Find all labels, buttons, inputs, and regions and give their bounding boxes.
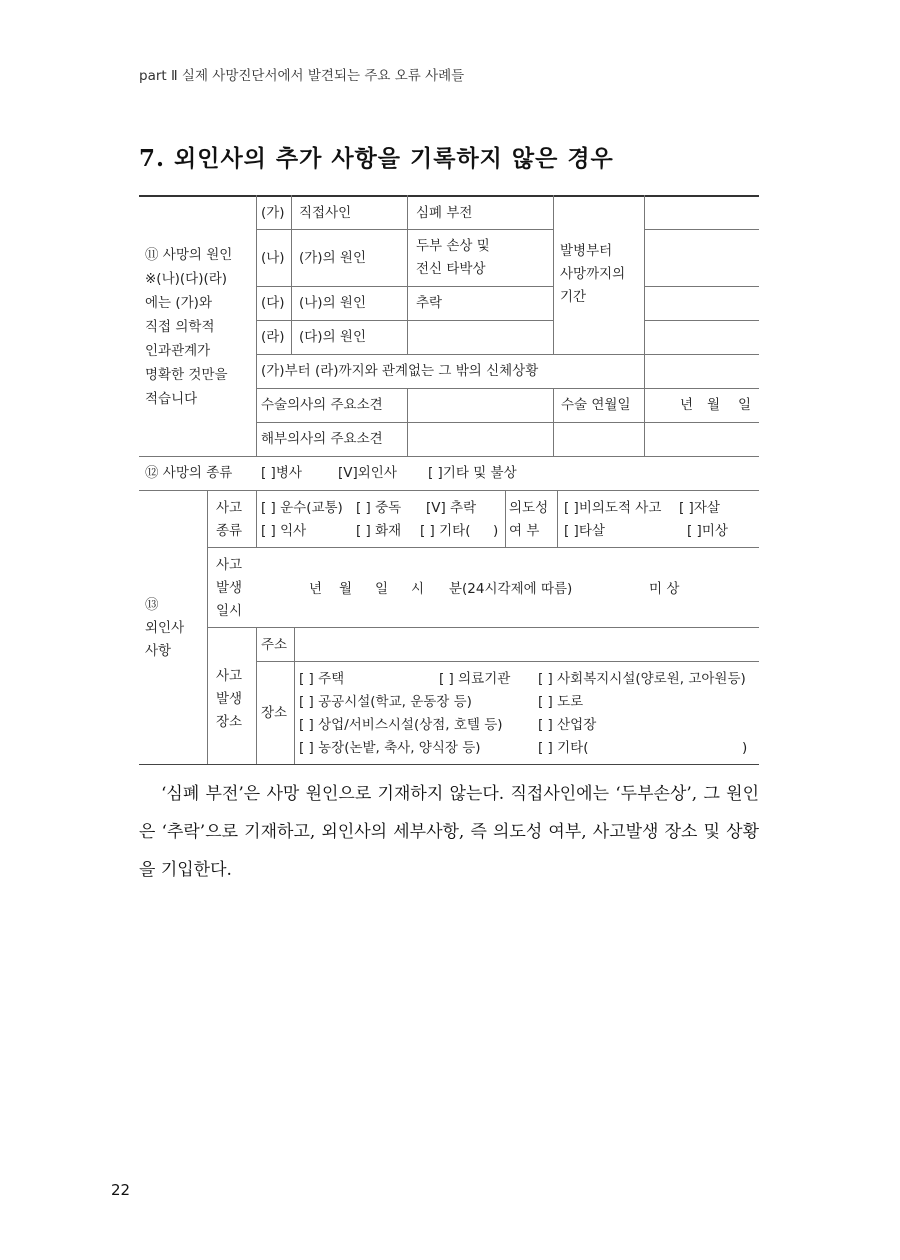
datetime-unit: 월 — [339, 581, 353, 597]
divider — [407, 388, 408, 456]
divider — [256, 195, 257, 456]
datetime-unit: 분(24시각제에 따름) — [449, 581, 573, 597]
datetime-unit: 일 — [375, 581, 389, 597]
place-option: [ ] 산업장 — [538, 717, 597, 733]
autopsy-findings-label: 해부의사의 주요소견 — [261, 431, 383, 447]
divider — [644, 195, 645, 456]
death-type-option: [ ]기타 및 불상 — [428, 465, 517, 481]
form-bottom-border — [139, 764, 759, 765]
place-close-paren: ) — [742, 740, 748, 756]
divider — [256, 320, 553, 321]
cause-value: 추락 — [416, 295, 443, 311]
place-option: [ ] 기타( — [538, 740, 589, 756]
cause-key: (나) — [261, 250, 285, 266]
accident-place-label: 사고 — [216, 668, 243, 684]
divider — [207, 490, 208, 764]
page-number: 22 — [111, 1181, 131, 1199]
surgery-date-unit: 월 — [707, 397, 721, 413]
accident-type-option: [ ] 익사 — [261, 523, 307, 539]
s11-label-line: 인과관계가 — [145, 343, 211, 359]
accident-datetime-label: 발생 — [216, 580, 243, 596]
place-option: [ ] 도로 — [538, 694, 584, 710]
divider — [644, 320, 759, 321]
divider — [291, 195, 292, 354]
divider — [207, 547, 759, 548]
duration-label: 기간 — [560, 289, 587, 305]
intent-option: [ ]타살 — [564, 523, 605, 539]
divider — [256, 229, 553, 230]
divider — [294, 627, 295, 764]
death-certificate-form — [139, 195, 759, 765]
running-header: part Ⅱ 실제 사망진단서에서 발견되는 주요 오류 사례들 — [139, 68, 465, 84]
divider — [256, 354, 759, 355]
place-label: 장소 — [261, 705, 288, 721]
divider — [207, 627, 759, 628]
place-option: [ ] 사회복지시설(양로원, 고아원등) — [538, 671, 746, 687]
s11-label-line: 명확한 것만을 — [145, 367, 228, 383]
cause-label: (나)의 원인 — [299, 295, 366, 311]
s13-label-line: 사항 — [145, 643, 172, 659]
accident-type-option: [ ] 화재 — [356, 523, 402, 539]
cause-label: 직접사인 — [299, 205, 352, 221]
intent-option: [ ]미상 — [687, 523, 728, 539]
place-option: [ ] 농장(논밭, 축사, 양식장 등) — [299, 740, 481, 756]
s11-label-line: 적습니다 — [145, 391, 198, 407]
divider — [557, 490, 558, 547]
surgery-date-unit: 일 — [738, 397, 752, 413]
divider — [139, 490, 759, 491]
intent-label: 의도성 — [509, 500, 549, 516]
death-type-label: ⑫ 사망의 종류 — [145, 465, 233, 481]
accident-datetime-label: 사고 — [216, 557, 243, 573]
s11-label-line: 직접 의학적 — [145, 319, 215, 335]
duration-label: 발병부터 — [560, 243, 613, 259]
cause-value: 두부 손상 및 — [416, 238, 490, 254]
accident-datetime-label: 일시 — [216, 603, 243, 619]
accident-place-label: 발생 — [216, 691, 243, 707]
divider — [407, 195, 408, 354]
cause-key: (다) — [261, 295, 285, 311]
cause-key: (가) — [261, 205, 285, 221]
paragraph-text: ‘심폐 부전’은 사망 원인으로 기재하지 않는다. 직접사인에는 ‘두부손상’, 그 원인은 ‘추락’으로 기재하고, 외인사의 세부사항, 즉 의도성 여부, 사고발생 장소 및 상황을 기입한다. — [139, 784, 759, 880]
accident-type-option: ) — [493, 523, 499, 539]
divider — [256, 661, 759, 662]
intent-label: 여 부 — [509, 523, 540, 539]
other-conditions-label: (가)부터 (라)까지와 관계없는 그 밖의 신체상황 — [261, 363, 539, 379]
accident-type-label: 사고 — [216, 500, 243, 516]
divider — [644, 286, 759, 287]
divider — [139, 456, 759, 457]
surgery-date-label: 수술 연월일 — [561, 397, 631, 413]
place-option: [ ] 공공시설(학교, 운동장 등) — [299, 694, 472, 710]
accident-type-option: [ ] 중독 — [356, 500, 402, 516]
cause-label: (다)의 원인 — [299, 329, 366, 345]
s13-label-line: 외인사 — [145, 620, 185, 636]
accident-place-label: 장소 — [216, 714, 243, 730]
cause-value: 심폐 부전 — [416, 205, 473, 221]
divider — [256, 286, 553, 287]
death-type-option: [V]외인사 — [338, 465, 397, 481]
cause-label: (가)의 원인 — [299, 250, 366, 266]
divider — [505, 490, 506, 547]
accident-type-option: [ ] 기타( — [420, 523, 471, 539]
cause-value: 전신 타박상 — [416, 261, 486, 277]
address-label: 주소 — [261, 637, 288, 653]
datetime-unknown: 미 상 — [649, 581, 680, 597]
surgery-date-unit: 년 — [680, 397, 694, 413]
accident-type-label: 종류 — [216, 523, 243, 539]
section-title: 7. 외인사의 추가 사항을 기록하지 않은 경우 — [139, 145, 614, 172]
s11-label-line: ⑪ 사망의 원인 — [145, 247, 233, 263]
intent-option: [ ]비의도적 사고 — [564, 500, 662, 516]
divider — [256, 490, 257, 547]
place-option: [ ] 주택 — [299, 671, 345, 687]
s11-label-line: ※(나)(다)(라) — [145, 271, 228, 287]
place-option: [ ] 의료기관 — [439, 671, 511, 687]
divider — [256, 388, 759, 389]
accident-type-option: [V] 추락 — [426, 500, 477, 516]
duration-label: 사망까지의 — [560, 266, 626, 282]
death-type-option: [ ]병사 — [261, 465, 302, 481]
divider — [553, 388, 554, 456]
datetime-unit: 년 — [309, 581, 323, 597]
divider — [553, 195, 554, 354]
explanation-paragraph — [139, 775, 759, 889]
s11-label-line: 에는 (가)와 — [145, 295, 212, 311]
divider — [256, 627, 257, 764]
place-option: [ ] 상업/서비스시설(상점, 호텔 등) — [299, 717, 503, 733]
form-top-border — [139, 195, 759, 197]
accident-type-option: [ ] 운수(교통) — [261, 500, 343, 516]
surgeon-findings-label: 수술의사의 주요소견 — [261, 397, 383, 413]
divider — [256, 422, 759, 423]
divider — [644, 229, 759, 230]
datetime-unit: 시 — [411, 581, 425, 597]
cause-key: (라) — [261, 329, 285, 345]
intent-option: [ ]자살 — [679, 500, 720, 516]
s13-label-line: ⑬ — [145, 597, 159, 613]
